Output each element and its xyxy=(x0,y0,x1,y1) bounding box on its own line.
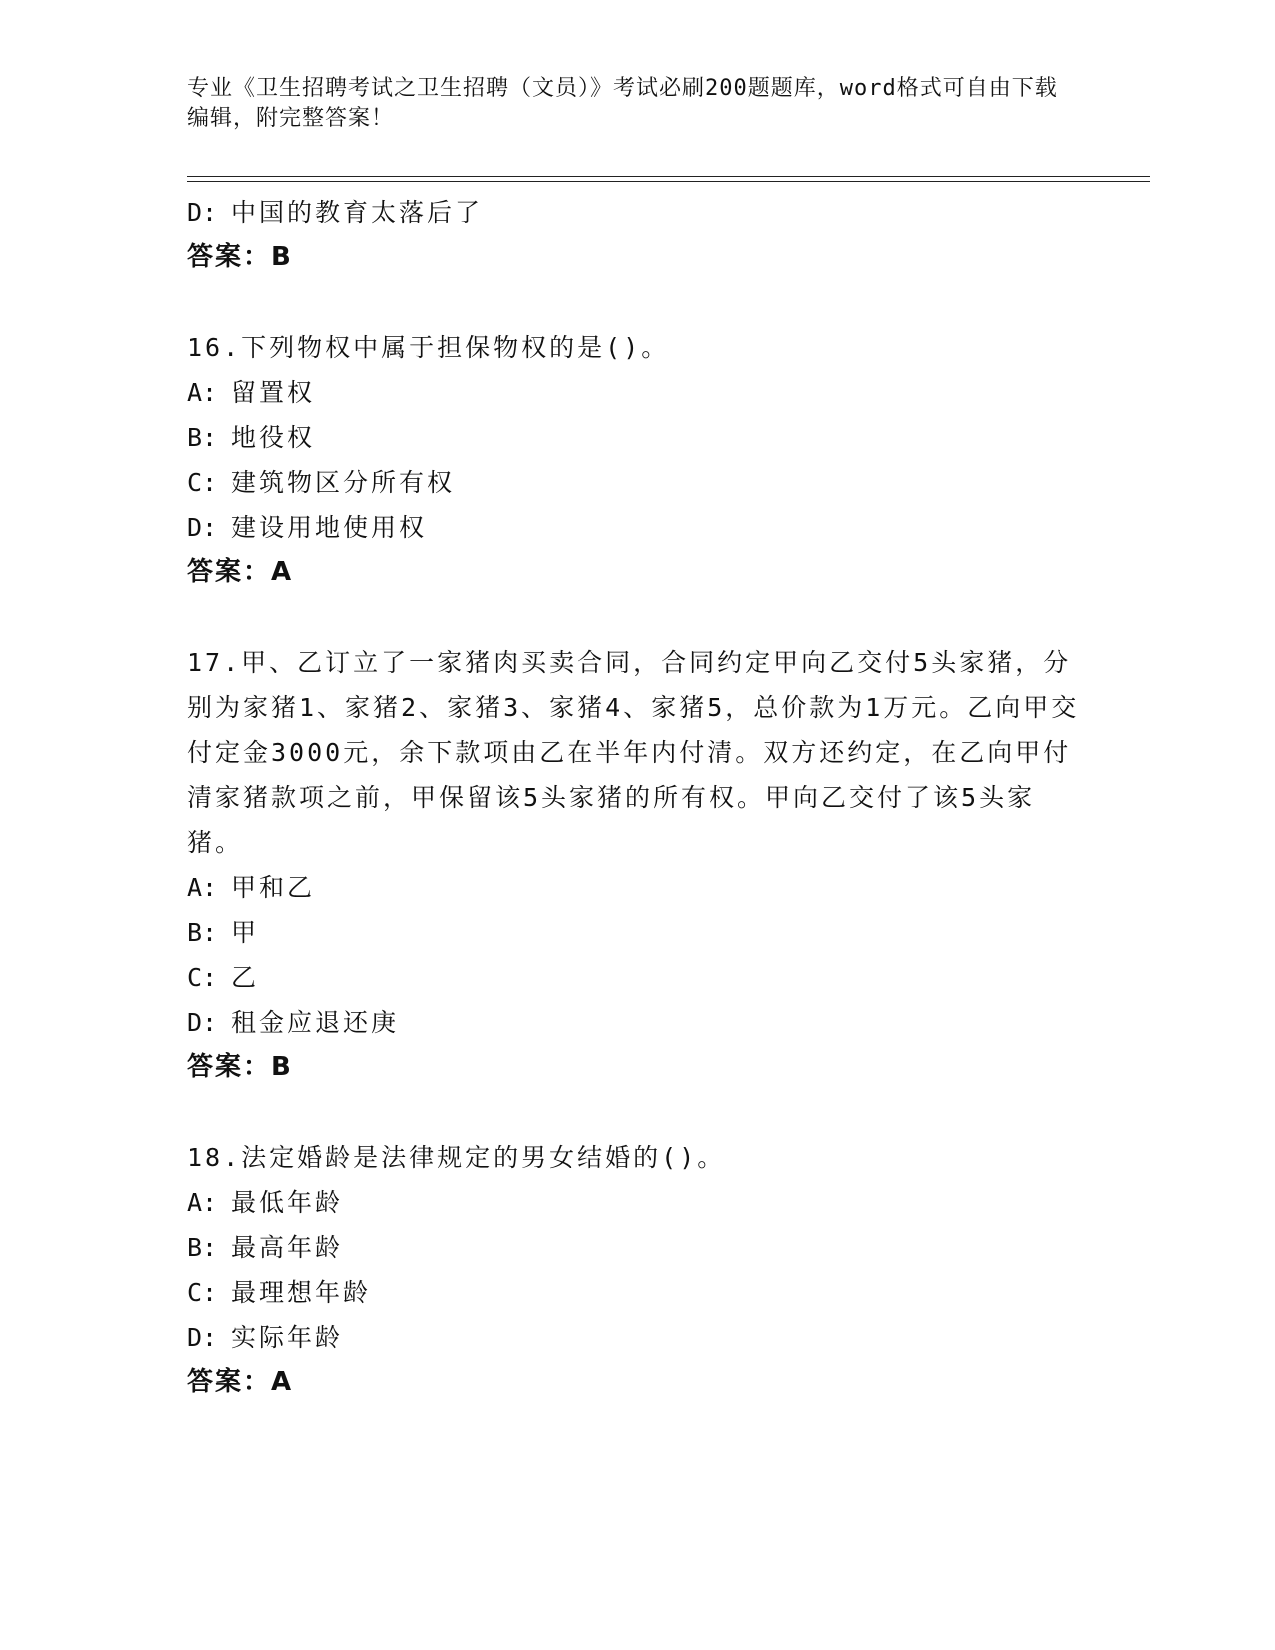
option-a: A: 最低年龄 xyxy=(187,1188,344,1217)
header-rule-top xyxy=(187,176,1150,177)
option-b: B: 甲 xyxy=(187,918,260,947)
answer-line: 答案：A xyxy=(187,557,294,587)
option-d: D: 实际年龄 xyxy=(187,1323,344,1352)
question-stem: 16.下列物权中属于担保物权的是()。 xyxy=(187,333,670,362)
question-stem: 18.法定婚龄是法律规定的男女结婚的()。 xyxy=(187,1143,726,1172)
option-c: C: 乙 xyxy=(187,963,260,992)
option-c: C: 最理想年龄 xyxy=(187,1278,372,1307)
option-a: A: 留置权 xyxy=(187,378,316,407)
option-c: C: 建筑物区分所有权 xyxy=(187,468,456,497)
option-d: D: 中国的教育太落后了 xyxy=(187,198,484,227)
answer-line: 答案：B xyxy=(187,242,293,272)
option-d: D: 建设用地使用权 xyxy=(187,513,428,542)
document-header: 专业《卫生招聘考试之卫生招聘（文员）》考试必刷200题题库，word格式可自由下载编辑，附完整答案！ xyxy=(187,76,1058,131)
option-d: D: 租金应退还庚 xyxy=(187,1008,400,1037)
option-a: A: 甲和乙 xyxy=(187,873,316,902)
answer-line: 答案：A xyxy=(187,1367,294,1397)
header-rule-bottom xyxy=(187,181,1150,182)
option-b: B: 最高年龄 xyxy=(187,1233,344,1262)
answer-line: 答案：B xyxy=(187,1052,293,1082)
option-b: B: 地役权 xyxy=(187,423,316,452)
question-stem: 17.甲、乙订立了一家猪肉买卖合同，合同约定甲向乙交付5头家猪，分别为家猪1、家猪2、家猪3、家猪4、家猪5，总价款为1万元。乙向甲交付定金3000元，余下款项由乙在半年内付清。双方还约定，在乙向甲付清家猪款项之前，甲保留该5头家猪的所有权。甲向乙交付了该5头家猪。 xyxy=(187,648,1080,857)
question-list xyxy=(187,190,1087,1405)
